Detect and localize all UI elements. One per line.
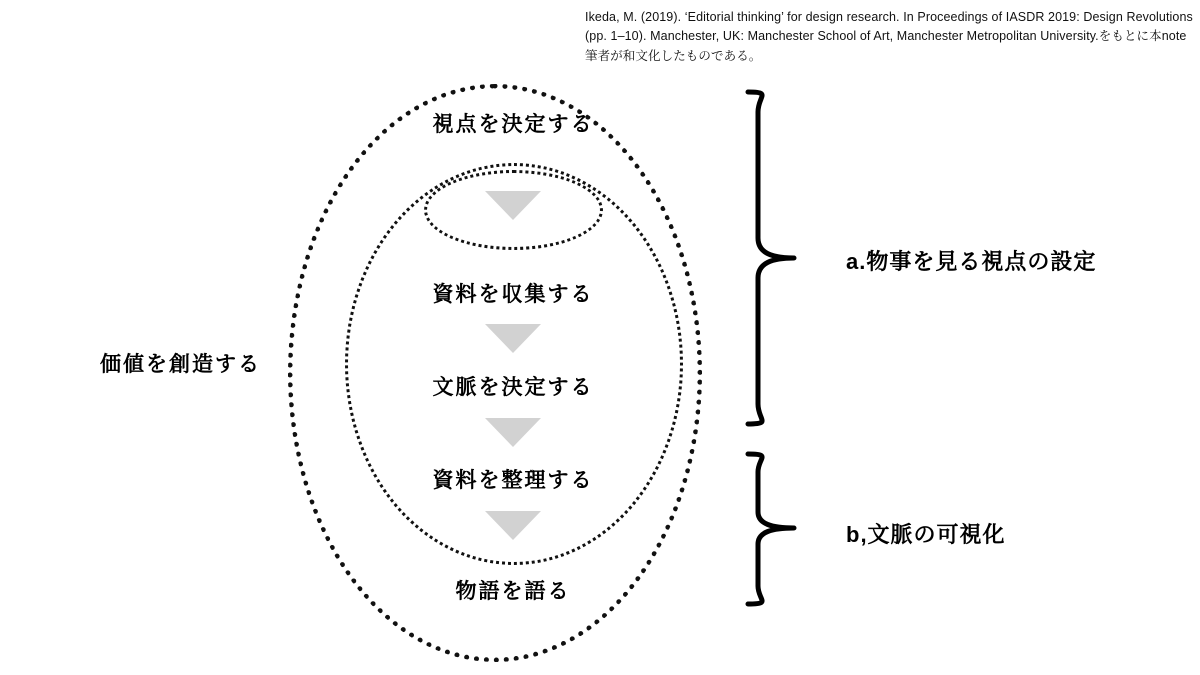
step-label-decide-viewpoint: 視点を決定する: [432, 113, 594, 136]
down-arrow-icon: [485, 324, 541, 353]
group-label-a: a.物事を見る視点の設定: [846, 249, 1097, 274]
step-label-collect-materials: 資料を収集する: [432, 283, 594, 306]
citation-text: Ikeda, M. (2019). ‘Editorial thinking’ for design research. In Proceedings of IASDR 2019: Design Revolutions (pp. 1–10). Manchester, UK: Manchester School of Art, Manchester Metropolitan University.をもとに本note筆者が和文化したものである。: [585, 10, 1193, 63]
down-arrow-icon: [485, 511, 541, 540]
outer-ellipse-label-create-value: 価値を創造する: [100, 353, 261, 376]
group-label-b: b,文脈の可視化: [846, 522, 1006, 547]
down-arrow-icon: [485, 191, 541, 220]
brace-group-b: [742, 450, 802, 610]
step-label-organize-materials: 資料を整理する: [432, 469, 594, 492]
step-label-tell-story: 物語を語る: [455, 580, 571, 603]
step-label-decide-context: 文脈を決定する: [432, 376, 594, 399]
brace-group-a: [742, 88, 802, 428]
down-arrow-icon: [485, 418, 541, 447]
